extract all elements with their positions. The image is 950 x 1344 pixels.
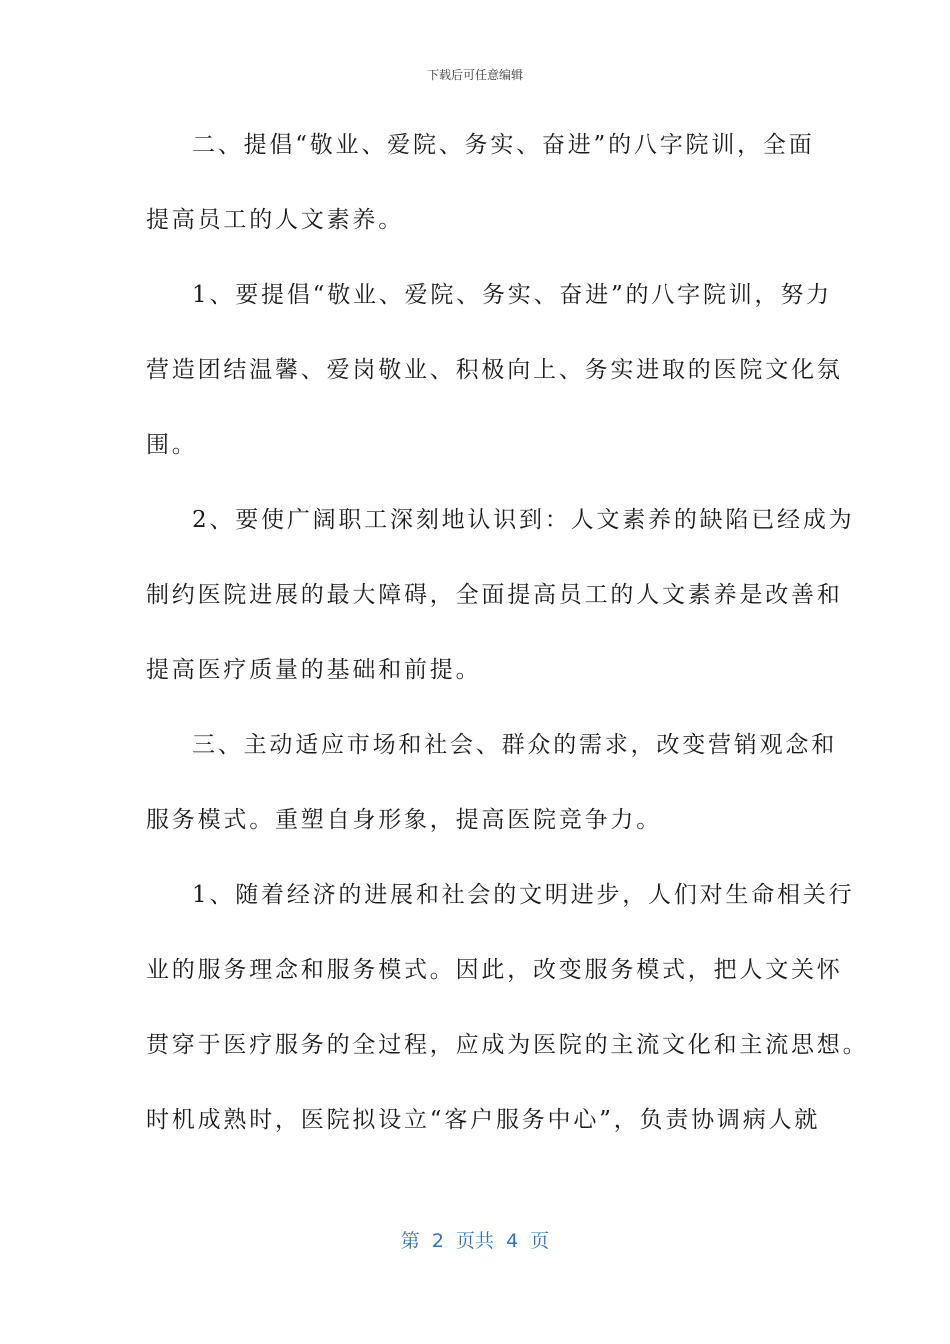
page-number: 第 2 页共 4 页 [400,1230,550,1252]
paragraph-line: 三、主动适应市场和社会、群众的需求，改变营销观念和 [192,732,837,758]
paragraph-line: 二、提倡“敬业、爱院、务实、奋进”的八字院训，全面 [192,132,815,158]
paragraph-line: 营造团结温馨、爱岗敬业、积极向上、务实进取的医院文化氛 [146,357,843,383]
body-text [146,122,869,1172]
paragraph-line: 提高员工的人文素养。 [146,207,404,233]
header-note: 下载后可任意编辑 [426,68,523,82]
paragraph-line: 贯穿于医疗服务的全过程，应成为医院的主流文化和主流思想。 [146,1032,869,1058]
paragraph-line: 1、随着经济的进展和社会的文明进步，人们对生命相关行 [192,882,855,908]
paragraph-line: 1、要提倡“敬业、爱院、务实、奋进”的八字院训，努力 [192,282,832,308]
paragraph-line: 制约医院进展的最大障碍，全面提高员工的人文素养是改善和 [146,582,843,608]
paragraph-line: 提高医疗质量的基础和前提。 [146,657,482,683]
paragraph-line: 服务模式。重塑自身形象，提高医院竞争力。 [146,807,662,833]
paragraph-line: 时机成熟时，医院拟设立“客户服务中心”，负责协调病人就 [146,1107,821,1133]
paragraph-line: 围。 [146,432,198,458]
paragraph-line: 2、要使广阔职工深刻地认识到：人文素养的缺陷已经成为 [192,507,855,533]
paragraph-line: 业的服务理念和服务模式。因此，改变服务模式，把人文关怀 [146,957,843,983]
